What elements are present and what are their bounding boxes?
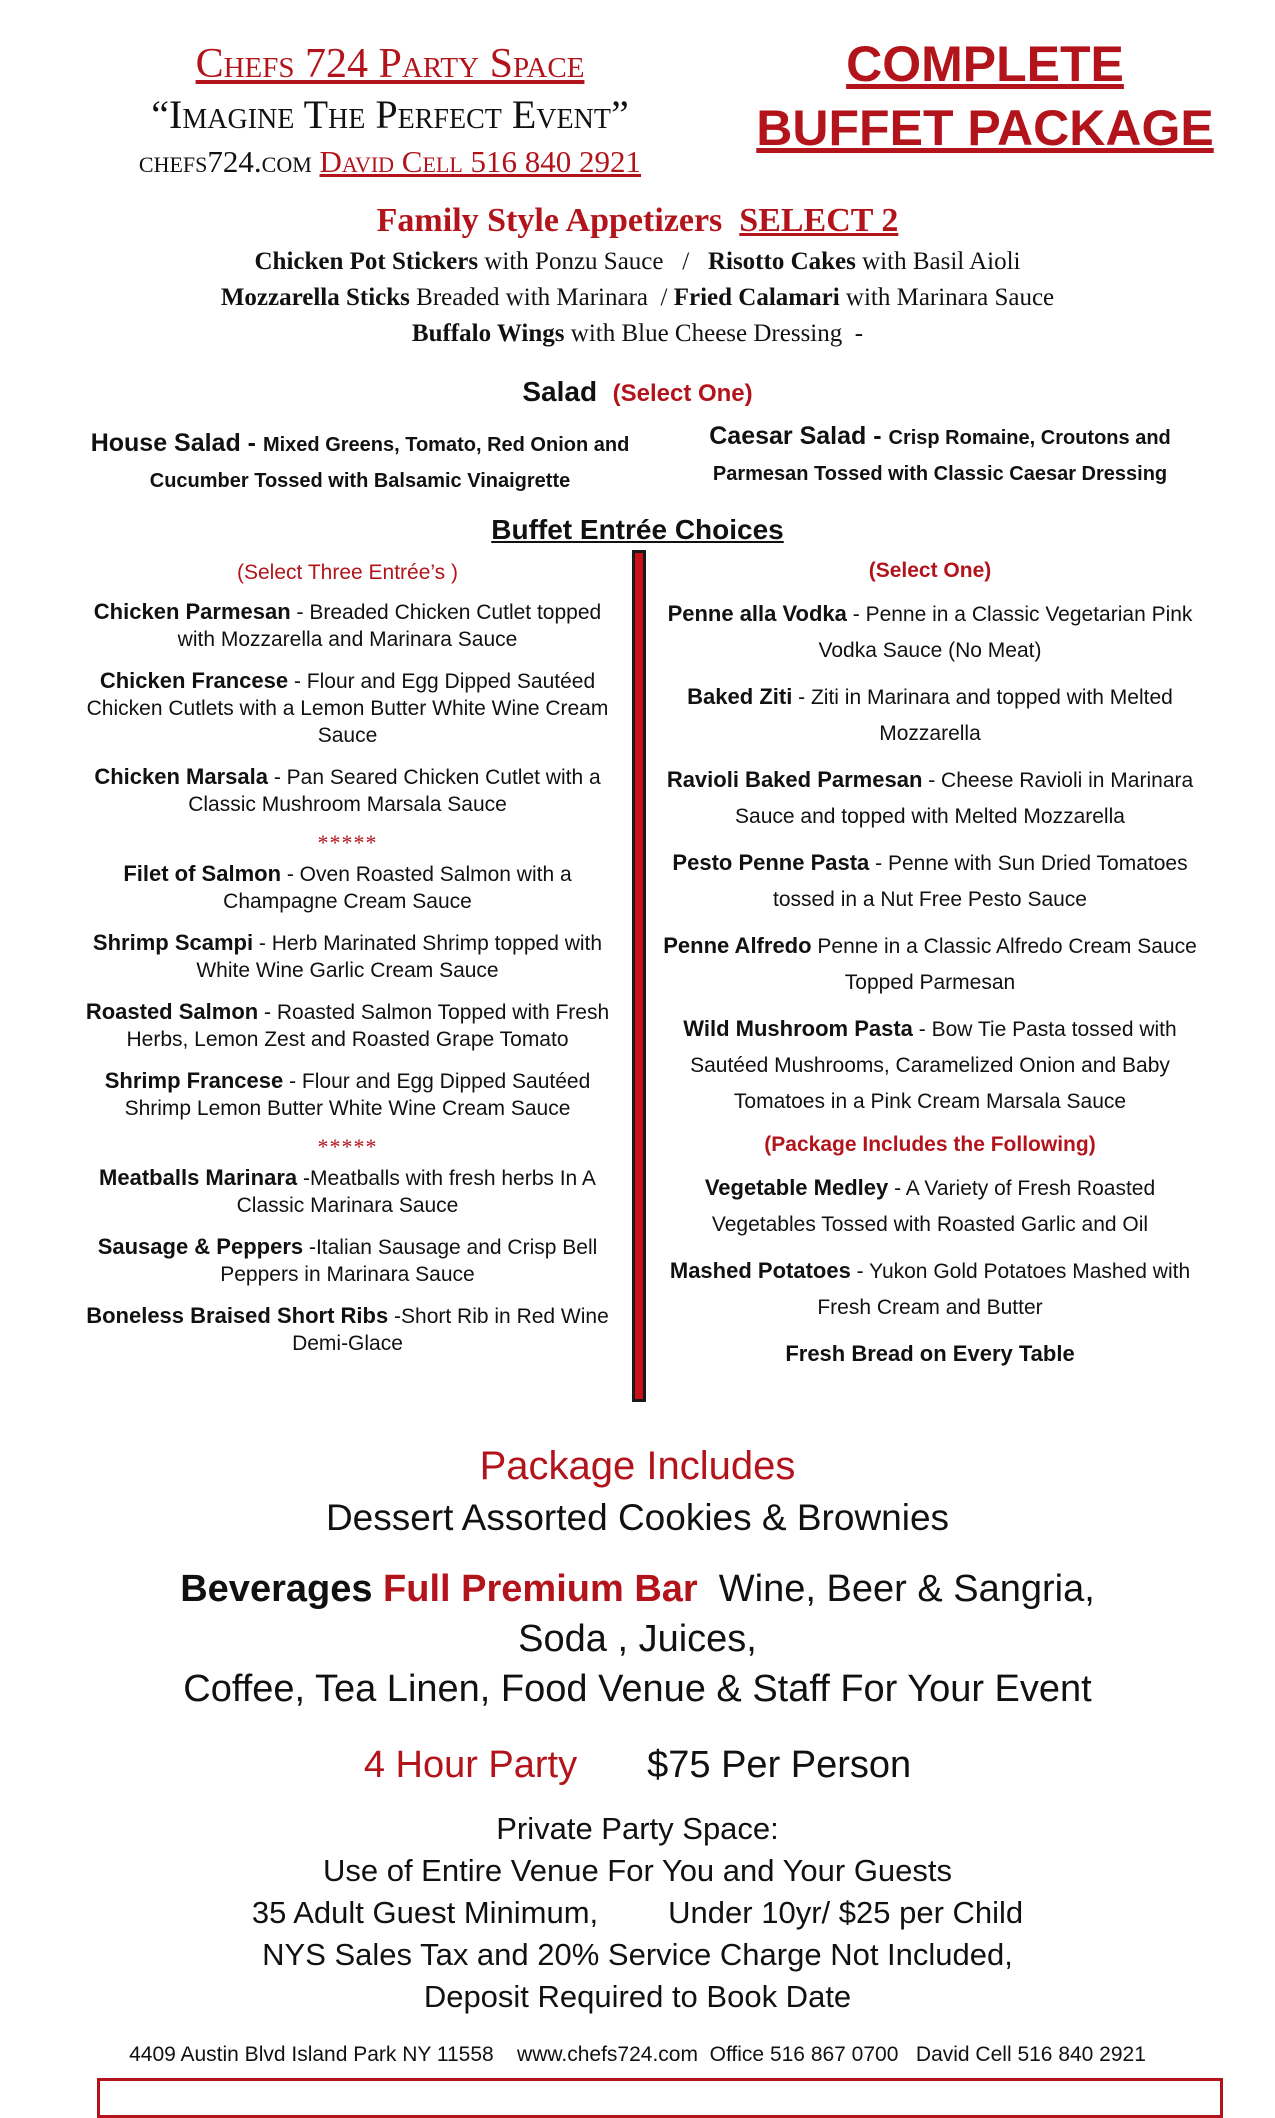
appetizer-desc: with Basil Aioli [855, 248, 1021, 275]
bottom-border-box [97, 2078, 1223, 2118]
appetizer-desc: with Marinara Sauce [839, 284, 1055, 311]
footer-contact: 4409 Austin Blvd Island Park NY 11558 www.chefs724.com Office 516 867 0700 David Cell 516 840 2921 [129, 2043, 1146, 2066]
entree-name: Shrimp Francese [104, 1068, 284, 1093]
child-price: Under 10yr/ $25 per Child [668, 1895, 1024, 1930]
beverages-label: Beverages [180, 1568, 373, 1610]
pasta-desc: - Bow Tie Pasta tossed with Sautéed Mushrooms, Caramelized Onion and Baby Tomatoes in a Pink Cream Marsala Sauce [690, 1018, 1177, 1113]
entree-name: Roasted Salmon [85, 999, 259, 1024]
entree-item [75, 1067, 620, 1122]
cell-number[interactable]: David Cell 516 840 2921 [319, 144, 642, 179]
appetizer-name: Mozzarella Sticks [220, 284, 410, 311]
full-bar-label: Full Premium Bar [383, 1568, 698, 1610]
beverages-line-1: Wine, Beer & Sangria, [697, 1568, 1095, 1610]
pasta-item [660, 845, 1200, 918]
appetizers-line-1 [0, 244, 1275, 280]
entree-item [75, 667, 620, 749]
house-salad-desc: Mixed Greens, Tomato, Red Onion and Cucumber Tossed with Balsamic Vinaigrette [149, 434, 630, 492]
entree-desc: - Oven Roasted Salmon with a Champagne Cream Sauce [223, 863, 572, 913]
pasta-item [660, 1011, 1200, 1120]
appetizers-title [0, 198, 1275, 244]
entree-name: Meatballs Marinara [99, 1165, 298, 1190]
pasta-item [660, 679, 1200, 752]
side-item [660, 1253, 1200, 1326]
private-space-title: Private Party Space: [496, 1811, 779, 1846]
pasta-name: Penne alla Vodka [667, 601, 847, 626]
appetizers-line-2 [0, 280, 1275, 316]
pasta-desc: - Ziti in Marinara and topped with Melted Mozzarella [792, 686, 1173, 745]
side-name: Vegetable Medley [704, 1175, 889, 1200]
entree-desc: - Roasted Salmon Topped with Fresh Herbs, Lemon Zest and Roasted Grape Tomato [126, 1001, 610, 1051]
appetizer-name: Risotto Cakes [707, 248, 856, 275]
price-per-person: $75 Per Person [647, 1744, 912, 1786]
column-divider [632, 550, 646, 1402]
caesar-salad [670, 418, 1210, 492]
appetizers-line-3 [0, 316, 1275, 352]
package-title-line1: COMPLETE [846, 36, 1124, 92]
pasta-group [660, 596, 1200, 1120]
package-title [740, 32, 1230, 160]
appetizer-desc: with Ponzu Sauce / [478, 248, 708, 275]
salad-title [0, 372, 1275, 414]
guest-minimum: 35 Adult Guest Minimum, [251, 1895, 599, 1930]
website[interactable]: chefs724.com [138, 144, 312, 179]
entree-item [75, 860, 620, 915]
entree-name: Boneless Braised Short Ribs [86, 1303, 389, 1328]
entree-item [75, 1233, 620, 1288]
guest-minimum-line [0, 1892, 1275, 1934]
tagline: “Imagine The Perfect Event” [151, 92, 629, 137]
pasta-desc: - Cheese Ravioli in Marinara Sauce and topped with Melted Mozzarella [735, 769, 1194, 828]
pasta-name: Baked Ziti [687, 684, 793, 709]
beverages-line-2: Soda , Juices, [518, 1618, 757, 1660]
entree-name: Filet of Salmon [123, 861, 282, 886]
appetizer-desc: with Blue Cheese Dressing - [564, 320, 864, 347]
fresh-bread-text: Fresh Bread on Every Table [785, 1341, 1075, 1366]
pasta-desc: Penne in a Classic Alfredo Cream Sauce Topped Parmesan [811, 935, 1197, 994]
pasta-name: Wild Mushroom Pasta [683, 1016, 913, 1041]
appetizer-name: Fried Calamari [673, 284, 840, 311]
entree-desc: - Breaded Chicken Cutlet topped with Mozzarella and Marinara Sauce [177, 601, 602, 651]
entree-item [75, 763, 620, 818]
house-salad [80, 425, 640, 499]
entree-item [75, 1164, 620, 1219]
pasta-name: Ravioli Baked Parmesan [666, 767, 923, 792]
pasta-name: Penne Alfredo [663, 933, 812, 958]
package-includes-title: Package Includes [479, 1444, 796, 1488]
side-item [660, 1170, 1200, 1243]
entree-group-chicken [75, 598, 620, 818]
house-salad-name: House Salad - [90, 429, 263, 457]
package-title-line2: BUFFET PACKAGE [756, 100, 1214, 156]
appetizer-desc: Breaded with Marinara / [409, 284, 674, 311]
pasta-item [660, 928, 1200, 1001]
entree-desc: -Short Rib in Red Wine Demi-Glace [292, 1305, 609, 1355]
entree-name: Chicken Marsala [94, 764, 268, 789]
caesar-salad-desc: Crisp Romaine, Croutons and Parmesan Tossed with Classic Caesar Dressing [712, 427, 1171, 485]
entree-desc: - Herb Marinated Shrimp topped with White Wine Garlic Cream Sauce [196, 932, 603, 982]
entree-desc: -Italian Sausage and Crisp Bell Peppers in Marinara Sauce [220, 1236, 598, 1286]
caesar-salad-name: Caesar Salad - [709, 422, 889, 450]
side-name: Mashed Potatoes [669, 1258, 851, 1283]
side-desc: - A Variety of Fresh Roasted Vegetables Tossed with Roasted Garlic and Oil [711, 1177, 1156, 1236]
entree-group-seafood [75, 860, 620, 1122]
left-select-label: (Select Three Entrée’s ) [237, 561, 458, 584]
entree-item [75, 998, 620, 1053]
entree-name: Shrimp Scampi [92, 930, 254, 955]
entree-desc: - Flour and Egg Dipped Sautéed Shrimp Lemon Butter White Wine Cream Sauce [124, 1070, 591, 1120]
entree-item [75, 598, 620, 653]
appetizers-section [0, 198, 1275, 352]
entree-item [75, 929, 620, 984]
salad-heading: Salad [522, 376, 598, 407]
buffet-title: Buffet Entrée Choices [491, 514, 784, 545]
entree-desc: - Flour and Egg Dipped Sautéed Chicken Cutlets with a Lemon Butter White Wine Cream Sauce [86, 670, 609, 747]
package-includes-label: (Package Includes the Following) [764, 1133, 1096, 1156]
pasta-desc: - Penne with Sun Dried Tomatoes tossed in a Nut Free Pesto Sauce [772, 852, 1188, 911]
dessert-line: Dessert Assorted Cookies & Brownies [325, 1497, 950, 1538]
entree-item [75, 1302, 620, 1357]
side-desc: - Yukon Gold Potatoes Mashed with Fresh Cream and Butter [817, 1260, 1191, 1319]
venue-name: Chefs 724 Party Space [195, 41, 585, 87]
venue-use: Use of Entire Venue For You and Your Guests [322, 1853, 953, 1888]
package-section [0, 1440, 1275, 2018]
entree-desc: -Meatballs with fresh herbs In A Classic Marinara Sauce [236, 1167, 596, 1217]
header-left [30, 38, 750, 184]
appetizers-heading: Family Style Appetizers [376, 202, 723, 239]
entree-desc: - Pan Seared Chicken Cutlet with a Classic Mushroom Marsala Sauce [188, 766, 601, 816]
party-hours: 4 Hour Party [363, 1744, 578, 1786]
entree-group-meat [75, 1164, 620, 1357]
entree-name: Sausage & Peppers [97, 1234, 304, 1259]
deposit-note: Deposit Required to Book Date [423, 1979, 852, 2014]
entree-column-right [660, 556, 1200, 1383]
tax-note: NYS Sales Tax and 20% Service Charge Not Included, [262, 1937, 1013, 1972]
pasta-item [660, 596, 1200, 669]
beverages-line [0, 1564, 1275, 1614]
appetizers-select: SELECT 2 [739, 202, 899, 239]
price-line [0, 1740, 1275, 1790]
appetizer-name: Chicken Pot Stickers [254, 248, 479, 275]
fresh-bread [660, 1336, 1200, 1373]
appetizer-name: Buffalo Wings [411, 320, 565, 347]
entree-name: Chicken Parmesan [93, 599, 291, 624]
salad-select: (Select One) [612, 380, 753, 407]
separator-stars: ***** [317, 830, 378, 855]
pasta-name: Pesto Penne Pasta [672, 850, 870, 875]
pasta-item [660, 762, 1200, 835]
beverages-line-3: Coffee, Tea Linen, Food Venue & Staff For Your Event [183, 1668, 1092, 1710]
sides-group [660, 1170, 1200, 1326]
entree-column-left [75, 558, 620, 1371]
separator-stars: ***** [317, 1134, 378, 1159]
pasta-desc: - Penne in a Classic Vegetarian Pink Vodka Sauce (No Meat) [818, 603, 1193, 662]
entree-name: Chicken Francese [99, 668, 289, 693]
contact-line [30, 140, 750, 184]
right-select-label: (Select One) [868, 559, 992, 582]
